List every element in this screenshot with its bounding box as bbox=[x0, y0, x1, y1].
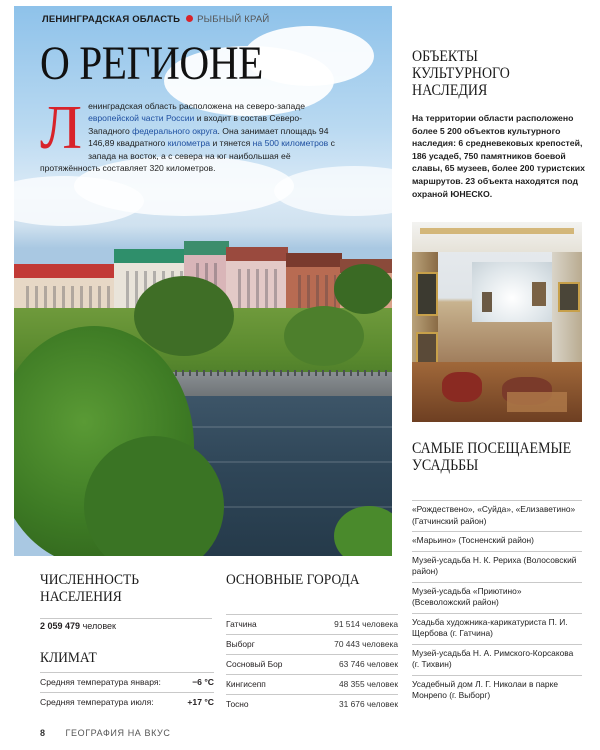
heritage-text: На территории области расположено более 5 200 объектов культурного наследия: 6 средневековых крепостей, 186 усадеб, 750 памятников боевой славы, 65 музеев, более 200 туристских маршрутов. 23 объекта находятся под охраной ЮНЕСКО. bbox=[412, 113, 585, 199]
heritage-title: ОБЪЕКТЫ КУЛЬТУРНОГО НАСЛЕДИЯ bbox=[412, 48, 510, 99]
table-row bbox=[226, 615, 398, 635]
population-unit: человек bbox=[82, 621, 116, 631]
list-item: Музей-усадьба Н. К. Рериха (Волосовский район) bbox=[412, 551, 582, 582]
intro-text: с запада на восток, а с севера на юг наибольшая её протяжённость составляет 320 километров. bbox=[40, 138, 335, 174]
red-dot-icon bbox=[186, 15, 193, 22]
city-name: Гатчина bbox=[226, 615, 307, 635]
city-name: Тосно bbox=[226, 695, 307, 715]
intro-highlight: километра bbox=[167, 138, 211, 149]
climate-label: Средняя температура января: bbox=[40, 673, 183, 693]
page-number: 8 bbox=[40, 728, 46, 738]
estates-title: САМЫЕ ПОСЕЩАЕМЫЕ УСАДЬБЫ bbox=[412, 440, 572, 474]
table-row bbox=[226, 695, 398, 715]
table-row bbox=[40, 693, 214, 713]
city-population: 31 676 человек bbox=[307, 695, 398, 715]
cities-table bbox=[226, 614, 398, 714]
intro-highlight: федерального округа bbox=[132, 125, 218, 136]
table-row bbox=[226, 635, 398, 655]
region-label: ЛЕНИНГРАДСКАЯ ОБЛАСТЬ bbox=[42, 14, 181, 25]
climate-value: −6 °С bbox=[183, 673, 214, 693]
list-item: Музей-усадьба «Приютино» (Всеволожский район) bbox=[412, 582, 582, 613]
rubric-label: РЫБНЫЙ КРАЙ bbox=[197, 14, 270, 25]
intro-highlight: на 500 километров bbox=[252, 138, 329, 149]
table-row bbox=[226, 675, 398, 695]
climate-label: Средняя температура июля: bbox=[40, 693, 183, 713]
intro-text: и тянется bbox=[210, 138, 253, 149]
population-value-row bbox=[40, 618, 212, 631]
climate-value: +17 °С bbox=[183, 693, 214, 713]
population-value: 2 059 479 bbox=[40, 621, 81, 631]
city-population: 70 443 человека bbox=[307, 635, 398, 655]
city-population: 48 355 человек bbox=[307, 675, 398, 695]
table-row bbox=[40, 673, 214, 693]
city-population: 63 746 человек bbox=[307, 655, 398, 675]
intro-highlight: европейской части России bbox=[88, 113, 195, 124]
page-title: О РЕГИОНЕ bbox=[40, 37, 263, 90]
city-name: Сосновый Бор bbox=[226, 655, 307, 675]
list-item: Усадьба художника-карикатуриста П. И. Щербова (г. Гатчина) bbox=[412, 613, 582, 644]
climate-title: КЛИМАТ bbox=[40, 650, 97, 666]
estates-list bbox=[412, 500, 582, 706]
section-header bbox=[42, 14, 269, 25]
city-name: Выборг bbox=[226, 635, 307, 655]
intro-paragraph bbox=[40, 94, 340, 174]
climate-table bbox=[40, 672, 214, 712]
cities-title: ОСНОВНЫЕ ГОРОДА bbox=[226, 572, 360, 588]
list-item: «Марьино» (Тосненский район) bbox=[412, 531, 582, 551]
list-item: Усадебный дом Л. Г. Николаи в парке Монрепо (г. Выборг) bbox=[412, 675, 582, 706]
population-title: ЧИСЛЕННОСТЬ НАСЕЛЕНИЯ bbox=[40, 572, 140, 605]
magazine-name: ГЕОГРАФИЯ НА ВКУС bbox=[65, 728, 171, 738]
city-name: Кингисепп bbox=[226, 675, 307, 695]
intro-text: . Она занимает площадь 94 146,89 квадратного bbox=[88, 125, 329, 149]
intro-text: и входит в состав Северо-Западного bbox=[88, 113, 303, 136]
list-item: «Рождествено», «Суйда», «Елизаветино» (Гатчинский район) bbox=[412, 500, 582, 531]
intro-text: енинградская область расположена на северо-западе bbox=[88, 101, 306, 111]
city-population: 91 514 человека bbox=[307, 615, 398, 635]
table-row bbox=[226, 655, 398, 675]
page-footer bbox=[40, 728, 170, 738]
interior-photo bbox=[412, 222, 582, 422]
list-item: Музей-усадьба Н. А. Римского-Корсакова (г. Тихвин) bbox=[412, 644, 582, 675]
drop-cap: Л bbox=[40, 94, 83, 162]
